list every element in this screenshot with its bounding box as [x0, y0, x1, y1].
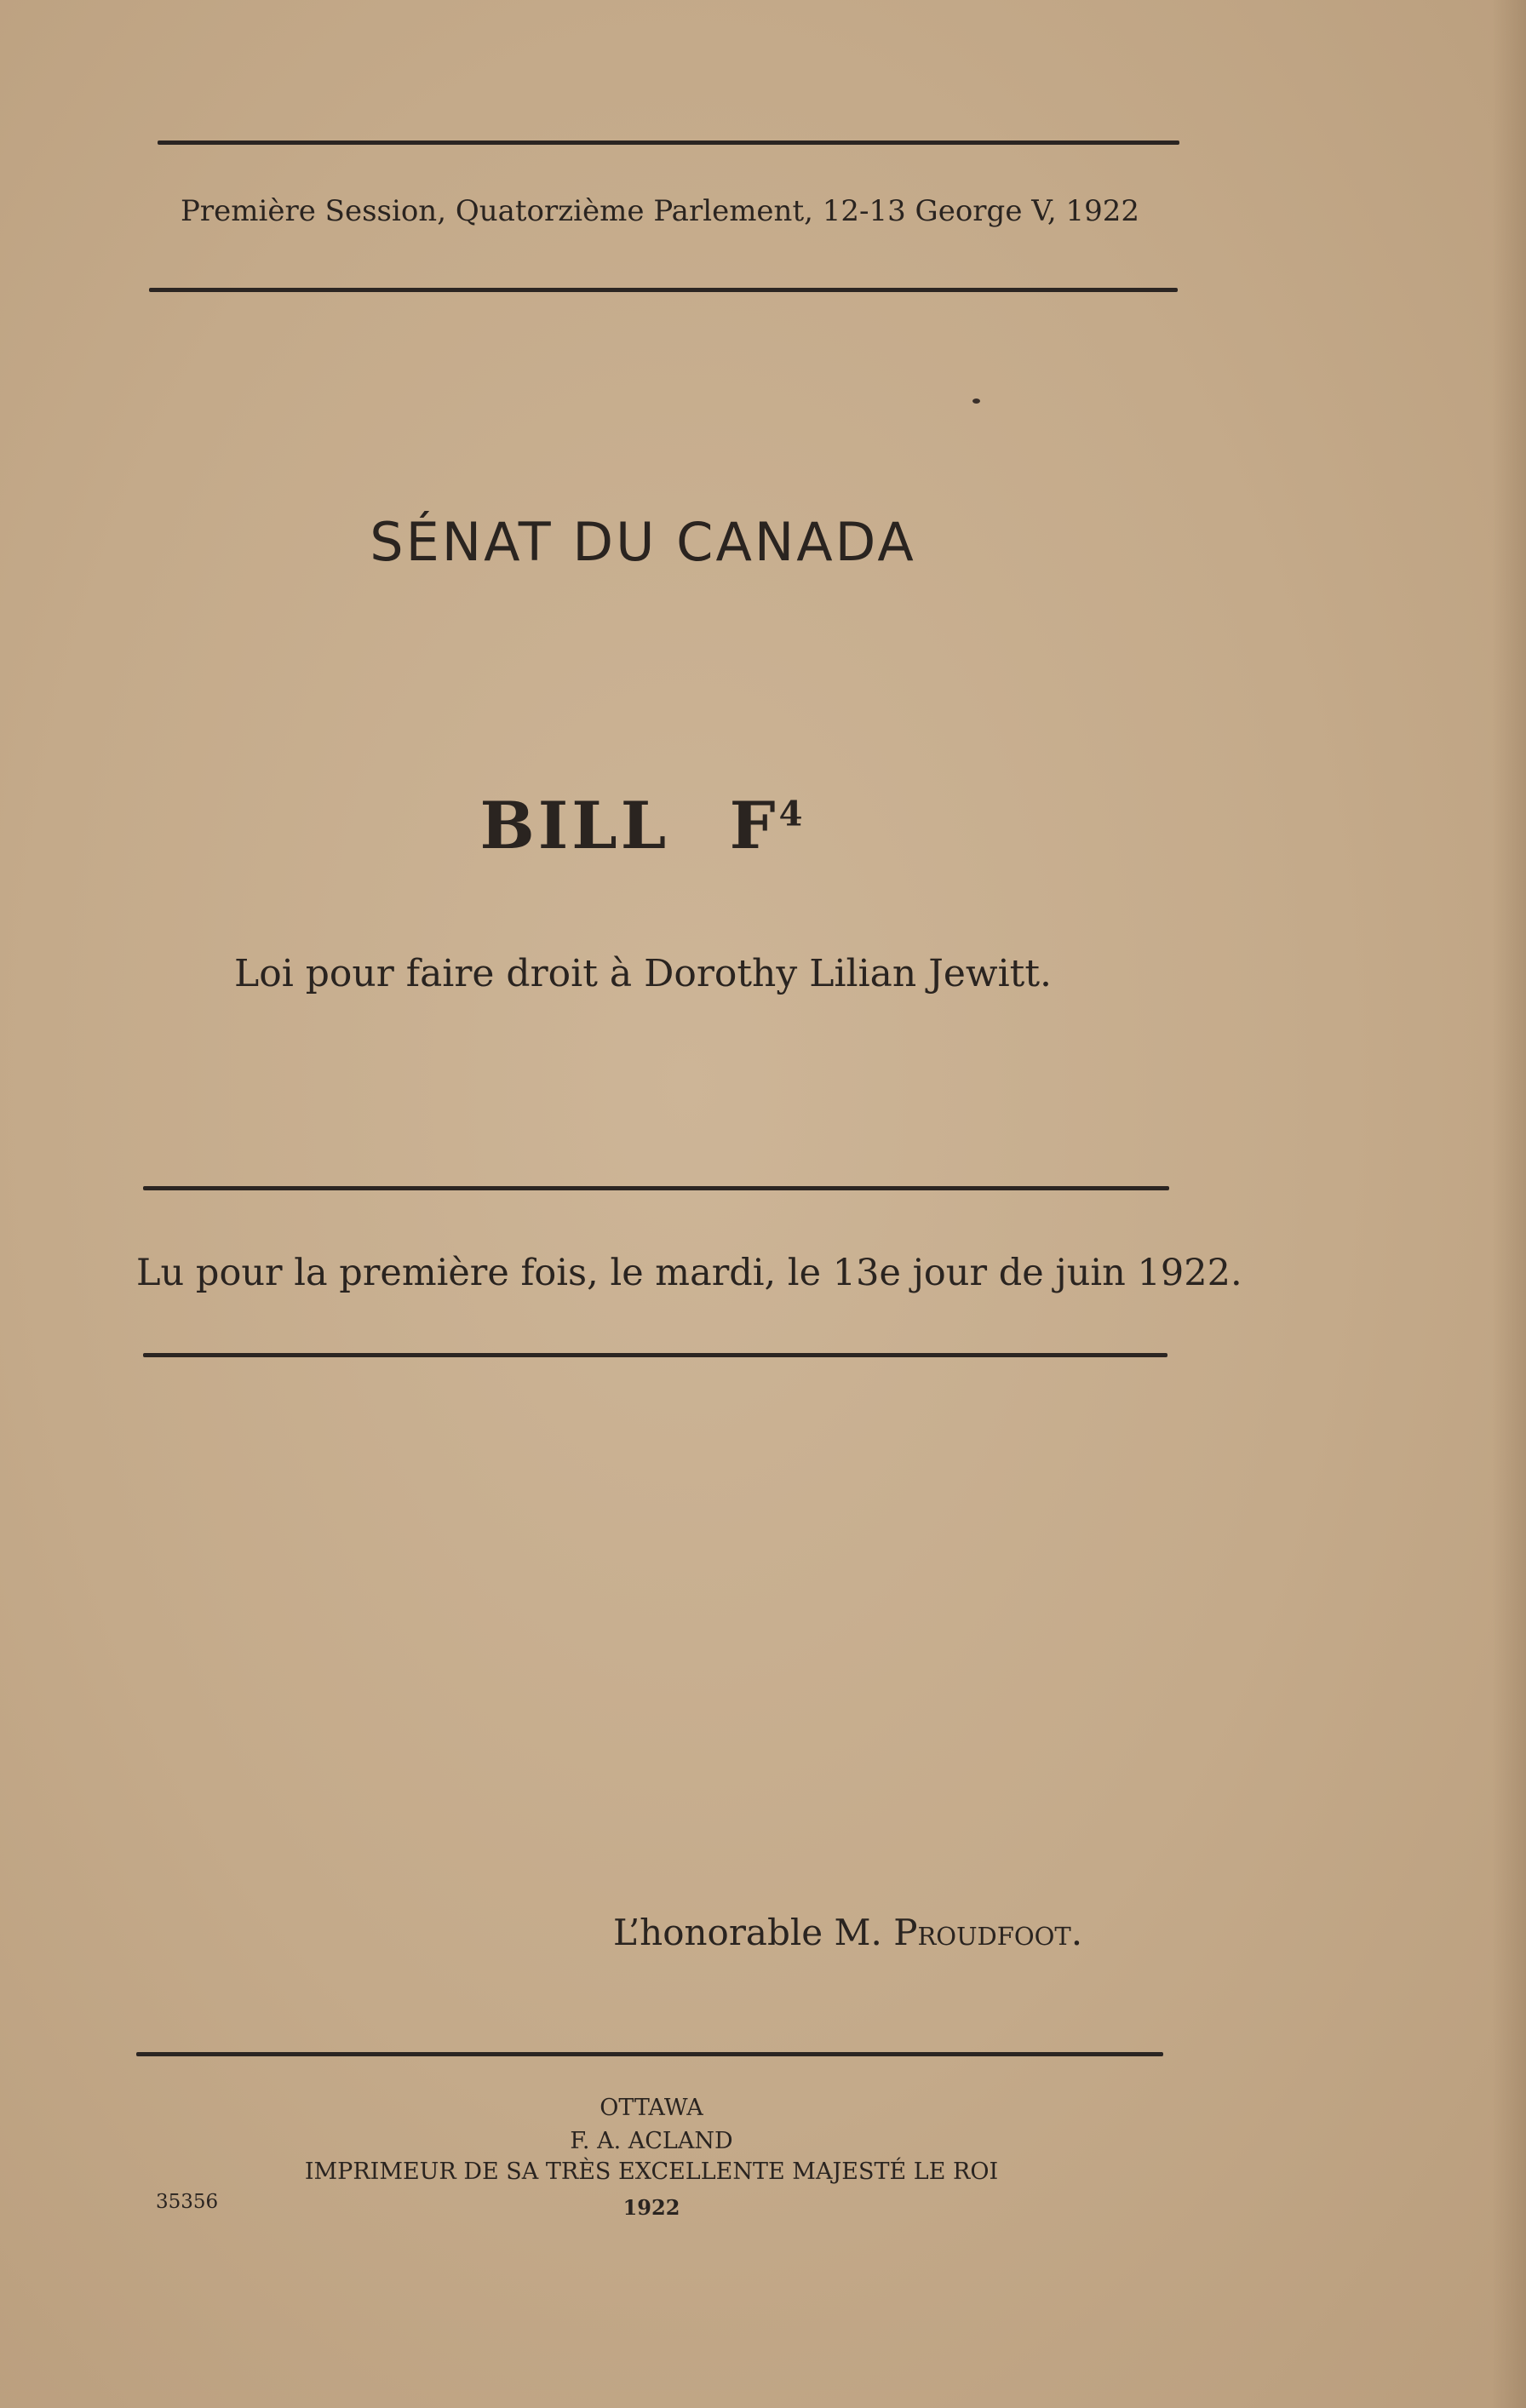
ink-speck: [972, 398, 980, 404]
bill-label: BILL: [479, 788, 670, 863]
first-reading-statement: Lu pour la première fois, le mardi, le 13e jour de juin 1922.: [136, 1252, 1242, 1294]
bill-letter: F: [729, 788, 779, 863]
print-code: 35356: [156, 2191, 219, 2213]
reading-top-rule: [143, 1186, 1169, 1190]
senate-title: SÉNAT DU CANADA: [370, 511, 916, 573]
imprint-top-rule: [136, 2052, 1163, 2056]
imprint-printer: F. A. ACLAND: [570, 2128, 733, 2154]
imprint-title: IMPRIMEUR DE SA TRÈS EXCELLENTE MAJESTÉ LE ROI: [304, 2159, 999, 2185]
sponsor-name: Proudfoot.: [893, 1912, 1083, 1953]
bill-number: [136, 788, 1150, 863]
page-edge-shadow: [1492, 0, 1526, 2408]
reading-bottom-rule: [143, 1353, 1167, 1357]
session-header: Première Session, Quatorzième Parlement, 12-13 George V, 1922: [180, 194, 1140, 228]
imprint-year: 1922: [622, 2195, 680, 2220]
top-rule: [158, 140, 1179, 145]
header-bottom-rule: [149, 288, 1178, 292]
sponsor-prefix: L’honorable M.: [613, 1912, 882, 1953]
bill-subtitle: Loi pour faire droit à Dorothy Lilian Jewitt.: [234, 952, 1052, 995]
imprint-city: OTTAWA: [600, 2095, 703, 2121]
sponsor-line: [613, 1912, 1141, 1953]
bill-superscript: 4: [778, 794, 806, 834]
